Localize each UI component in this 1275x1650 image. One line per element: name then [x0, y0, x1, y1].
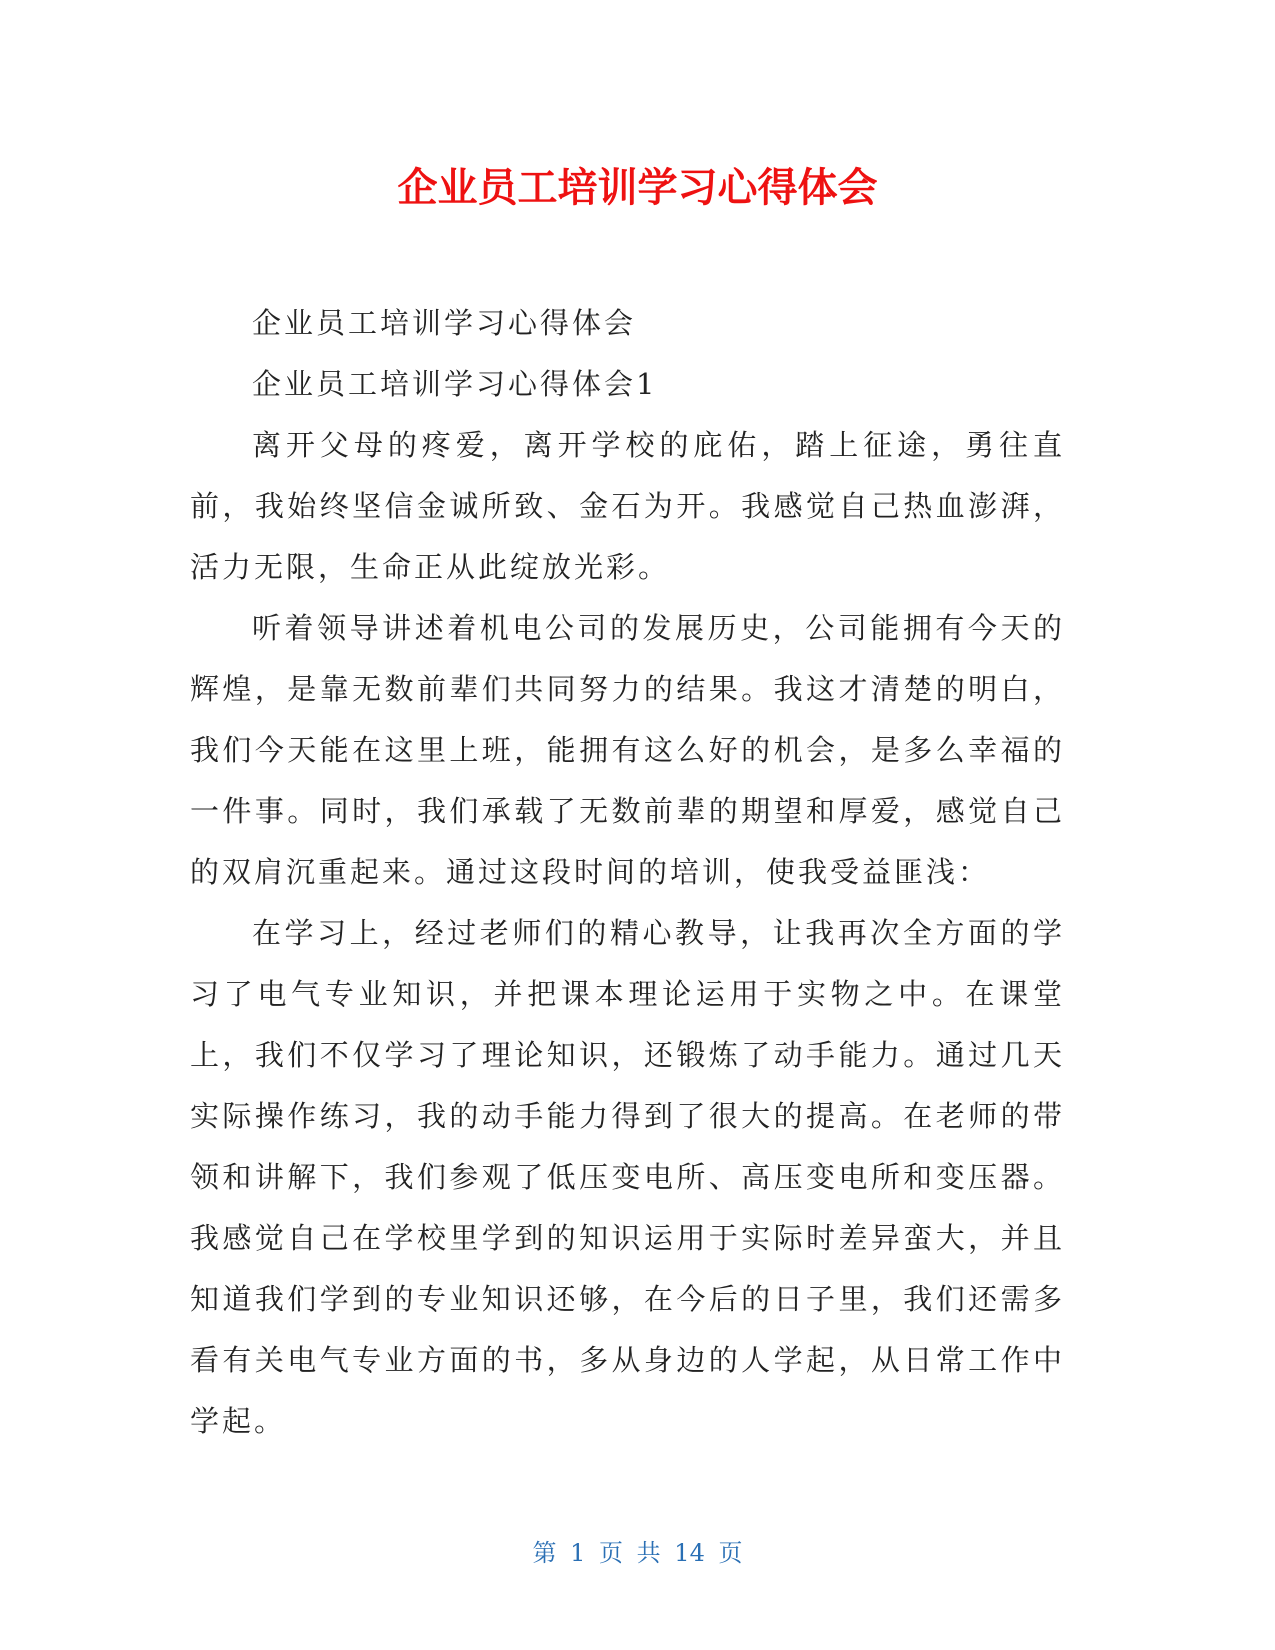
paragraph: 在学习上，经过老师们的精心教导，让我再次全方面的学习了电气专业知识，并把课本理论运用于实物之中。在课堂上，我们不仅学习了理论知识，还锻炼了动手能力。通过几天实际操作练习，我的动手能力得到了很大的提高。在老师的带领和讲解下，我们参观了低压变电所、高压变电所和变压器。我感觉自己在学校里学到的知识运用于实际时差异蛮大，并且知道我们学到的专业知识还够，在今后的日子里，我们还需多看有关电气专业方面的书，多从身边的人学起，从日常工作中学起。 — [190, 916, 1065, 1438]
paragraph-subtitle: 企业员工培训学习心得体会 — [252, 306, 637, 340]
paragraph: 离开父母的疼爱，离开学校的庇佑，踏上征途，勇往直前，我始终坚信金诚所致、金石为开。我感觉自己热血澎湃，活力无限，生命正从此绽放光彩。 — [190, 428, 1065, 584]
paragraph: 听着领导讲述着机电公司的发展历史，公司能拥有今天的辉煌，是靠无数前辈们共同努力的结果。我这才清楚的明白，我们今天能在这里上班，能拥有这么好的机会，是多么幸福的一件事。同时，我们承载了无数前辈的期望和厚爱，感觉自己的双肩沉重起来。通过这段时间的培训，使我受益匪浅： — [190, 611, 1065, 889]
document-body — [190, 293, 1065, 1452]
document-title: 企业员工培训学习心得体会 — [397, 165, 878, 211]
paragraph-section-heading: 企业员工培训学习心得体会1 — [252, 367, 658, 401]
page-number-footer: 第 1 页 共 14 页 — [532, 1539, 743, 1567]
